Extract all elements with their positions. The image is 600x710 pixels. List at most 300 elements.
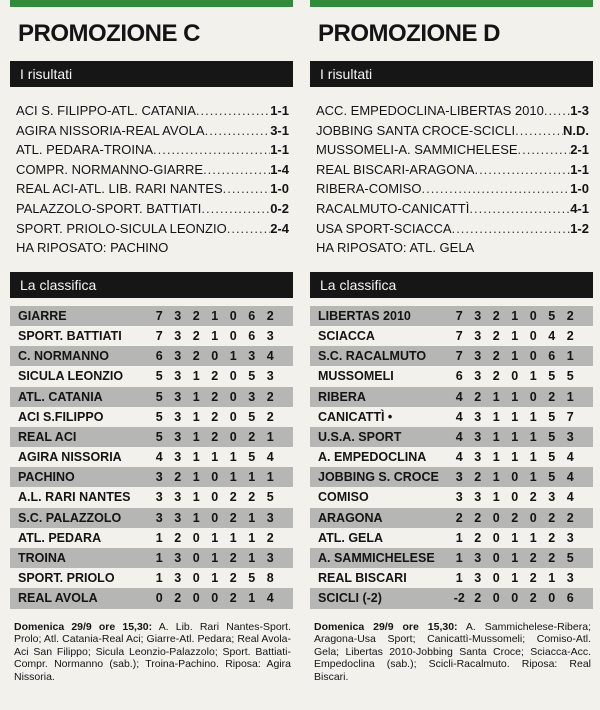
- results-header: I risultati: [310, 61, 593, 87]
- stat-cell: 3: [174, 349, 182, 364]
- stat-cell: 3: [174, 490, 182, 505]
- table-row: [10, 346, 293, 366]
- stat-cell: 1: [455, 530, 463, 545]
- match-teams: REAL BISCARI-ARAGONA: [316, 161, 475, 177]
- team-name: TROINA: [18, 551, 66, 565]
- table-row: [10, 528, 293, 548]
- stat-cell: 2: [566, 328, 574, 343]
- team-name: ATL. PEDARA: [18, 530, 102, 545]
- table-row: [310, 467, 593, 487]
- stat-cell: 2: [529, 551, 537, 565]
- stat-cell: 0: [511, 490, 519, 505]
- stat-cell: 1: [192, 409, 200, 424]
- match-score: 4-1: [570, 200, 589, 216]
- stat-cell: 2: [211, 429, 219, 444]
- stat-cell: 1: [192, 510, 200, 525]
- match-score: 1-3: [570, 103, 589, 118]
- stat-cell: 2: [266, 409, 274, 424]
- match-score: 2-4: [270, 220, 289, 236]
- team-name: CANICATTÌ •: [318, 409, 393, 424]
- match-score: 1-0: [270, 181, 289, 197]
- stat-cell: 4: [266, 450, 274, 465]
- stat-cell: 3: [474, 429, 482, 444]
- team-name: SICULA LEONZIO: [18, 369, 124, 384]
- team-name: ACI S.FILIPPO: [18, 409, 104, 424]
- results-list: [310, 101, 593, 258]
- stat-cell: 3: [266, 369, 274, 384]
- stat-cell: 1: [248, 551, 256, 565]
- stat-cell: 0: [492, 510, 500, 525]
- stat-cell: 2: [248, 490, 256, 505]
- team-name: PACHINO: [18, 470, 75, 485]
- stat-cell: 3: [474, 571, 482, 586]
- stat-cell: 2: [474, 510, 482, 525]
- stat-cell: 2: [474, 591, 482, 606]
- stat-cell: 3: [548, 490, 556, 505]
- stat-cell: 7: [155, 328, 163, 343]
- team-name: S.C. PALAZZOLO: [18, 510, 122, 525]
- match-score: 1-1: [270, 103, 289, 118]
- stat-cell: 3: [248, 349, 256, 364]
- table-row: [10, 548, 293, 568]
- stat-cell: 2: [511, 510, 519, 525]
- stat-cell: 1: [529, 369, 537, 384]
- stat-cell: 2: [192, 308, 200, 323]
- stat-cell: 2: [211, 369, 219, 384]
- stat-cell: 2: [492, 369, 500, 384]
- stat-cell: 2: [548, 551, 556, 565]
- stat-cell: 1: [211, 308, 219, 323]
- stat-cell: 2: [211, 409, 219, 424]
- stat-cell: 1: [229, 530, 237, 545]
- result-row: [16, 140, 289, 160]
- stat-cell: 3: [174, 551, 182, 565]
- stat-cell: 1: [511, 530, 519, 545]
- stat-cell: 0: [192, 530, 200, 545]
- stat-cell: 8: [266, 571, 274, 586]
- promozione-d-column: [310, 0, 593, 710]
- stat-cell: 1: [229, 450, 237, 465]
- team-name: REAL AVOLA: [18, 591, 98, 606]
- stat-cell: 2: [174, 591, 182, 606]
- stat-cell: 0: [192, 571, 200, 586]
- stat-cell: 0: [211, 470, 219, 485]
- stat-cell: 2: [548, 510, 556, 525]
- result-row: [316, 199, 589, 219]
- leader-dots: [223, 179, 271, 199]
- match-teams: ACI S. FILIPPO-ATL. CATANIA: [16, 103, 196, 118]
- match-score: 1-1: [270, 142, 289, 158]
- stat-cell: 1: [248, 470, 256, 485]
- stat-cell: 0: [229, 409, 237, 424]
- stat-cell: 1: [511, 571, 519, 586]
- match-score: 1-1: [570, 161, 589, 177]
- stat-cell: 3: [174, 409, 182, 424]
- stat-cell: 1: [511, 429, 519, 444]
- leader-dots: [227, 219, 270, 239]
- stat-cell: 0: [155, 591, 163, 606]
- table-row: [310, 346, 593, 366]
- match-score: 1-4: [270, 161, 289, 177]
- stat-cell: 0: [229, 389, 237, 404]
- stat-cell: 2: [548, 530, 556, 545]
- next-round-note: [10, 621, 293, 684]
- result-row: [16, 219, 289, 239]
- stat-cell: 0: [192, 591, 200, 606]
- stat-cell: 1: [192, 429, 200, 444]
- stat-cell: 5: [155, 369, 163, 384]
- table-row: [10, 508, 293, 528]
- stat-cell: 1: [492, 450, 500, 465]
- top-accent-bar: [10, 0, 293, 7]
- stat-cell: 2: [229, 591, 237, 606]
- stat-cell: 1: [529, 429, 537, 444]
- stat-cell: 4: [155, 450, 163, 465]
- table-row: [10, 588, 293, 608]
- stat-cell: 6: [248, 328, 256, 343]
- standings-table: [10, 306, 293, 609]
- results-list: [10, 101, 293, 258]
- leader-dots: [515, 121, 563, 141]
- stat-cell: 3: [155, 470, 163, 485]
- stat-cell: 1: [529, 450, 537, 465]
- team-name: ATL. GELA: [318, 530, 384, 545]
- table-row: [10, 568, 293, 588]
- stat-cell: 1: [211, 551, 219, 565]
- stat-cell: 2: [211, 389, 219, 404]
- stat-cell: 5: [566, 369, 574, 384]
- stat-cell: 6: [455, 369, 463, 384]
- match-teams: RACALMUTO-CANICATTÌ: [316, 200, 470, 216]
- rest-team: HA RIPOSATO: PACHINO: [16, 240, 169, 256]
- team-name: SCICLI (-2): [318, 591, 382, 606]
- table-row: [310, 326, 593, 346]
- stat-cell: 1: [192, 490, 200, 505]
- stat-cell: 3: [474, 349, 482, 364]
- table-row: [310, 487, 593, 507]
- match-teams: MUSSOMELI-A. SAMMICHELESE: [316, 142, 518, 158]
- stat-cell: 3: [455, 470, 463, 485]
- result-row: [16, 199, 289, 219]
- stat-cell: 7: [566, 409, 574, 424]
- stat-cell: 0: [229, 328, 237, 343]
- stat-cell: 1: [548, 571, 556, 586]
- stat-cell: 3: [266, 510, 274, 525]
- leader-dots: [474, 160, 570, 180]
- section-title: PROMOZIONE C: [18, 20, 201, 47]
- stat-cell: 6: [566, 591, 574, 606]
- team-name: MUSSOMELI: [318, 369, 394, 384]
- stat-cell: 0: [211, 349, 219, 364]
- stat-cell: 6: [548, 349, 556, 364]
- table-row: [310, 427, 593, 447]
- stat-cell: 6: [248, 308, 256, 323]
- stat-cell: 1: [492, 409, 500, 424]
- result-row: [316, 101, 589, 121]
- stat-cell: 1: [511, 389, 519, 404]
- match-teams: PALAZZOLO-SPORT. BATTIATI: [16, 200, 202, 216]
- stat-cell: 4: [266, 349, 274, 364]
- stat-cell: 2: [266, 530, 274, 545]
- stat-cell: 5: [548, 308, 556, 323]
- leader-dots: [205, 121, 271, 141]
- stat-cell: 2: [492, 328, 500, 343]
- team-name: AGIRA NISSORIA: [18, 450, 122, 465]
- match-score: N.D.: [563, 122, 589, 138]
- stat-cell: 3: [474, 409, 482, 424]
- stat-cell: 5: [248, 571, 256, 586]
- leader-dots: [153, 140, 270, 160]
- stat-cell: 0: [529, 328, 537, 343]
- match-score: 1-0: [570, 181, 589, 197]
- rest-team: HA RIPOSATO: ATL. GELA: [316, 240, 475, 256]
- stat-cell: 1: [529, 530, 537, 545]
- match-score: 2-1: [570, 142, 589, 158]
- team-name: COMISO: [318, 490, 369, 505]
- team-name: REAL BISCARI: [318, 571, 407, 586]
- stat-cell: 1: [566, 349, 574, 364]
- team-name: A. EMPEDOCLINA: [318, 450, 427, 465]
- section-title: PROMOZIONE D: [318, 20, 501, 47]
- match-teams: RIBERA-COMISO: [316, 181, 422, 197]
- team-name: GIARRE: [18, 308, 67, 323]
- table-header: La classifica: [310, 272, 593, 298]
- next-round-date: Domenica 29/9 ore 15,30:: [14, 620, 153, 633]
- stat-cell: 3: [155, 490, 163, 505]
- stat-cell: 4: [566, 470, 574, 485]
- team-name: ATL. CATANIA: [18, 389, 103, 404]
- result-row: [316, 140, 589, 160]
- stat-cell: 3: [174, 450, 182, 465]
- leader-dots: [518, 140, 571, 160]
- table-row: [310, 508, 593, 528]
- stat-cell: 1: [211, 328, 219, 343]
- stat-cell: 1: [511, 450, 519, 465]
- table-row: [10, 306, 293, 326]
- stat-cell: 2: [266, 308, 274, 323]
- stat-cell: -2: [453, 591, 465, 606]
- stat-cell: 5: [548, 450, 556, 465]
- stat-cell: 2: [229, 490, 237, 505]
- stat-cell: 1: [511, 308, 519, 323]
- stat-cell: 0: [511, 591, 519, 606]
- leader-dots: [469, 199, 570, 219]
- stat-cell: 5: [155, 429, 163, 444]
- stat-cell: 4: [455, 409, 463, 424]
- next-round-note: [310, 621, 593, 684]
- stat-cell: 3: [474, 369, 482, 384]
- stat-cell: 3: [474, 308, 482, 323]
- stat-cell: 2: [174, 470, 182, 485]
- stat-cell: 1: [211, 530, 219, 545]
- next-round-fixtures: A. Sammichelese-Ribera; Aragona-Usa Sport; Canicattì-Mussomeli; Comiso-Atl. Gela; Libertas 2010-Jobbing Santa Croce; Sciacca-Acc. Empedoclina (sab.); Scicli-Racalmuto. Riposa: Real Biscari.: [314, 620, 591, 683]
- stat-cell: 1: [266, 429, 274, 444]
- stat-cell: 2: [474, 389, 482, 404]
- table-row: [310, 568, 593, 588]
- stat-cell: 1: [155, 530, 163, 545]
- table-row: [10, 447, 293, 467]
- table-row: [10, 407, 293, 427]
- stat-cell: 1: [155, 551, 163, 565]
- table-row: [10, 467, 293, 487]
- stat-cell: 2: [455, 510, 463, 525]
- stat-cell: 3: [155, 510, 163, 525]
- promozione-c-column: [10, 0, 293, 710]
- stat-cell: 0: [211, 510, 219, 525]
- stat-cell: 5: [248, 369, 256, 384]
- team-name: SPORT. BATTIATI: [18, 328, 122, 343]
- results-header: I risultati: [10, 61, 293, 87]
- stat-cell: 4: [548, 328, 556, 343]
- result-row: [316, 179, 589, 199]
- stat-cell: 2: [566, 308, 574, 323]
- match-score: 1-2: [570, 220, 589, 236]
- stat-cell: 0: [492, 530, 500, 545]
- stat-cell: 2: [529, 490, 537, 505]
- stat-cell: 1: [248, 510, 256, 525]
- stat-cell: 1: [455, 571, 463, 586]
- stat-cell: 2: [192, 328, 200, 343]
- stat-cell: 3: [248, 389, 256, 404]
- stat-cell: 5: [548, 470, 556, 485]
- stat-cell: 1: [455, 551, 463, 565]
- stat-cell: 0: [492, 551, 500, 565]
- table-row: [310, 447, 593, 467]
- stat-cell: 1: [211, 571, 219, 586]
- stat-cell: 2: [229, 510, 237, 525]
- stat-cell: 3: [566, 530, 574, 545]
- stat-cell: 1: [192, 369, 200, 384]
- table-row: [310, 366, 593, 386]
- stat-cell: 1: [511, 551, 519, 565]
- stat-cell: 0: [192, 551, 200, 565]
- team-name: A. SAMMICHELESE: [318, 551, 435, 565]
- stat-cell: 0: [529, 308, 537, 323]
- stat-cell: 3: [174, 429, 182, 444]
- leader-dots: [203, 160, 270, 180]
- stat-cell: 3: [174, 571, 182, 586]
- match-teams: JOBBING SANTA CROCE-SCICLI: [316, 122, 516, 138]
- stat-cell: 3: [266, 328, 274, 343]
- stat-cell: 2: [248, 429, 256, 444]
- top-accent-bar: [310, 0, 593, 7]
- team-name: A.L. RARI NANTES: [18, 490, 131, 505]
- stat-cell: 1: [248, 530, 256, 545]
- match-score: 3-1: [270, 122, 289, 138]
- stat-cell: 1: [492, 470, 500, 485]
- result-row: [316, 160, 589, 180]
- stat-cell: 2: [229, 571, 237, 586]
- table-row: [310, 387, 593, 407]
- leader-dots: [201, 199, 270, 219]
- match-teams: REAL ACI-ATL. LIB. RARI NANTES: [16, 181, 223, 197]
- stat-cell: 3: [174, 510, 182, 525]
- table-row: [310, 528, 593, 548]
- stat-cell: 3: [474, 490, 482, 505]
- team-name: LIBERTAS 2010: [318, 308, 411, 323]
- match-teams: ATL. PEDARA-TROINA: [16, 142, 154, 158]
- stat-cell: 2: [566, 510, 574, 525]
- table-header: La classifica: [10, 272, 293, 298]
- stat-cell: 0: [492, 591, 500, 606]
- stat-cell: 3: [474, 328, 482, 343]
- stat-cell: 0: [211, 591, 219, 606]
- stat-cell: 0: [511, 470, 519, 485]
- stat-cell: 1: [529, 409, 537, 424]
- team-name: REAL ACI: [18, 429, 77, 444]
- stat-cell: 5: [548, 409, 556, 424]
- stat-cell: 4: [455, 389, 463, 404]
- stat-cell: 2: [474, 470, 482, 485]
- stat-cell: 7: [455, 328, 463, 343]
- stat-cell: 2: [229, 551, 237, 565]
- stat-cell: 0: [529, 349, 537, 364]
- stat-cell: 6: [155, 349, 163, 364]
- stat-cell: 2: [174, 530, 182, 545]
- stat-cell: 7: [155, 308, 163, 323]
- team-name: RIBERA: [318, 389, 366, 404]
- table-row: [10, 487, 293, 507]
- stat-cell: 1: [229, 470, 237, 485]
- stat-cell: 5: [248, 450, 256, 465]
- table-row: [310, 407, 593, 427]
- stat-cell: 5: [548, 369, 556, 384]
- stat-cell: 0: [229, 369, 237, 384]
- stat-cell: 1: [492, 490, 500, 505]
- stat-cell: 2: [192, 349, 200, 364]
- stat-cell: 0: [529, 389, 537, 404]
- stat-cell: 0: [229, 429, 237, 444]
- match-score: 0-2: [270, 200, 289, 216]
- team-name: U.S.A. SPORT: [318, 429, 402, 444]
- stat-cell: 2: [492, 349, 500, 364]
- stat-cell: 5: [266, 490, 274, 505]
- stat-cell: 3: [474, 551, 482, 565]
- stat-cell: 2: [548, 389, 556, 404]
- team-name: SPORT. PRIOLO: [18, 571, 115, 586]
- leader-dots: [421, 179, 570, 199]
- stat-cell: 7: [455, 349, 463, 364]
- stat-cell: 0: [492, 571, 500, 586]
- stat-cell: 3: [174, 308, 182, 323]
- team-name: SCIACCA: [318, 328, 375, 343]
- team-name: S.C. RACALMUTO: [318, 349, 427, 364]
- stat-cell: 1: [211, 450, 219, 465]
- stat-cell: 1: [566, 389, 574, 404]
- team-name: ARAGONA: [318, 510, 383, 525]
- stat-cell: 3: [174, 369, 182, 384]
- table-row: [10, 326, 293, 346]
- match-teams: AGIRA NISSORIA-REAL AVOLA: [16, 122, 205, 138]
- stat-cell: 0: [211, 490, 219, 505]
- stat-cell: 2: [474, 530, 482, 545]
- stat-cell: 1: [511, 349, 519, 364]
- stat-cell: 2: [266, 389, 274, 404]
- match-teams: SPORT. PRIOLO-SICULA LEONZIO: [16, 220, 227, 236]
- stat-cell: 1: [266, 470, 274, 485]
- stat-cell: 1: [529, 470, 537, 485]
- table-row: [310, 588, 593, 608]
- team-name: C. NORMANNO: [18, 349, 109, 364]
- next-round-fixtures: A. Lib. Rari Nantes-Sport. Prolo; Atl. Catania-Real Aci; Giarre-Atl. Pedara; Real Avola-Aci San Filippo; Sicula Leonzio-Palazzolo; Sport. Battiati-Compr. Normanno (sab.); Troina-Pachino. Riposa: Agira Nissoria.: [14, 620, 291, 683]
- stat-cell: 3: [474, 450, 482, 465]
- result-row: [16, 121, 289, 141]
- table-row: [10, 427, 293, 447]
- stat-cell: 1: [192, 470, 200, 485]
- stat-cell: 5: [248, 409, 256, 424]
- stat-cell: 3: [266, 551, 274, 565]
- team-name: JOBBING S. CROCE: [318, 470, 439, 485]
